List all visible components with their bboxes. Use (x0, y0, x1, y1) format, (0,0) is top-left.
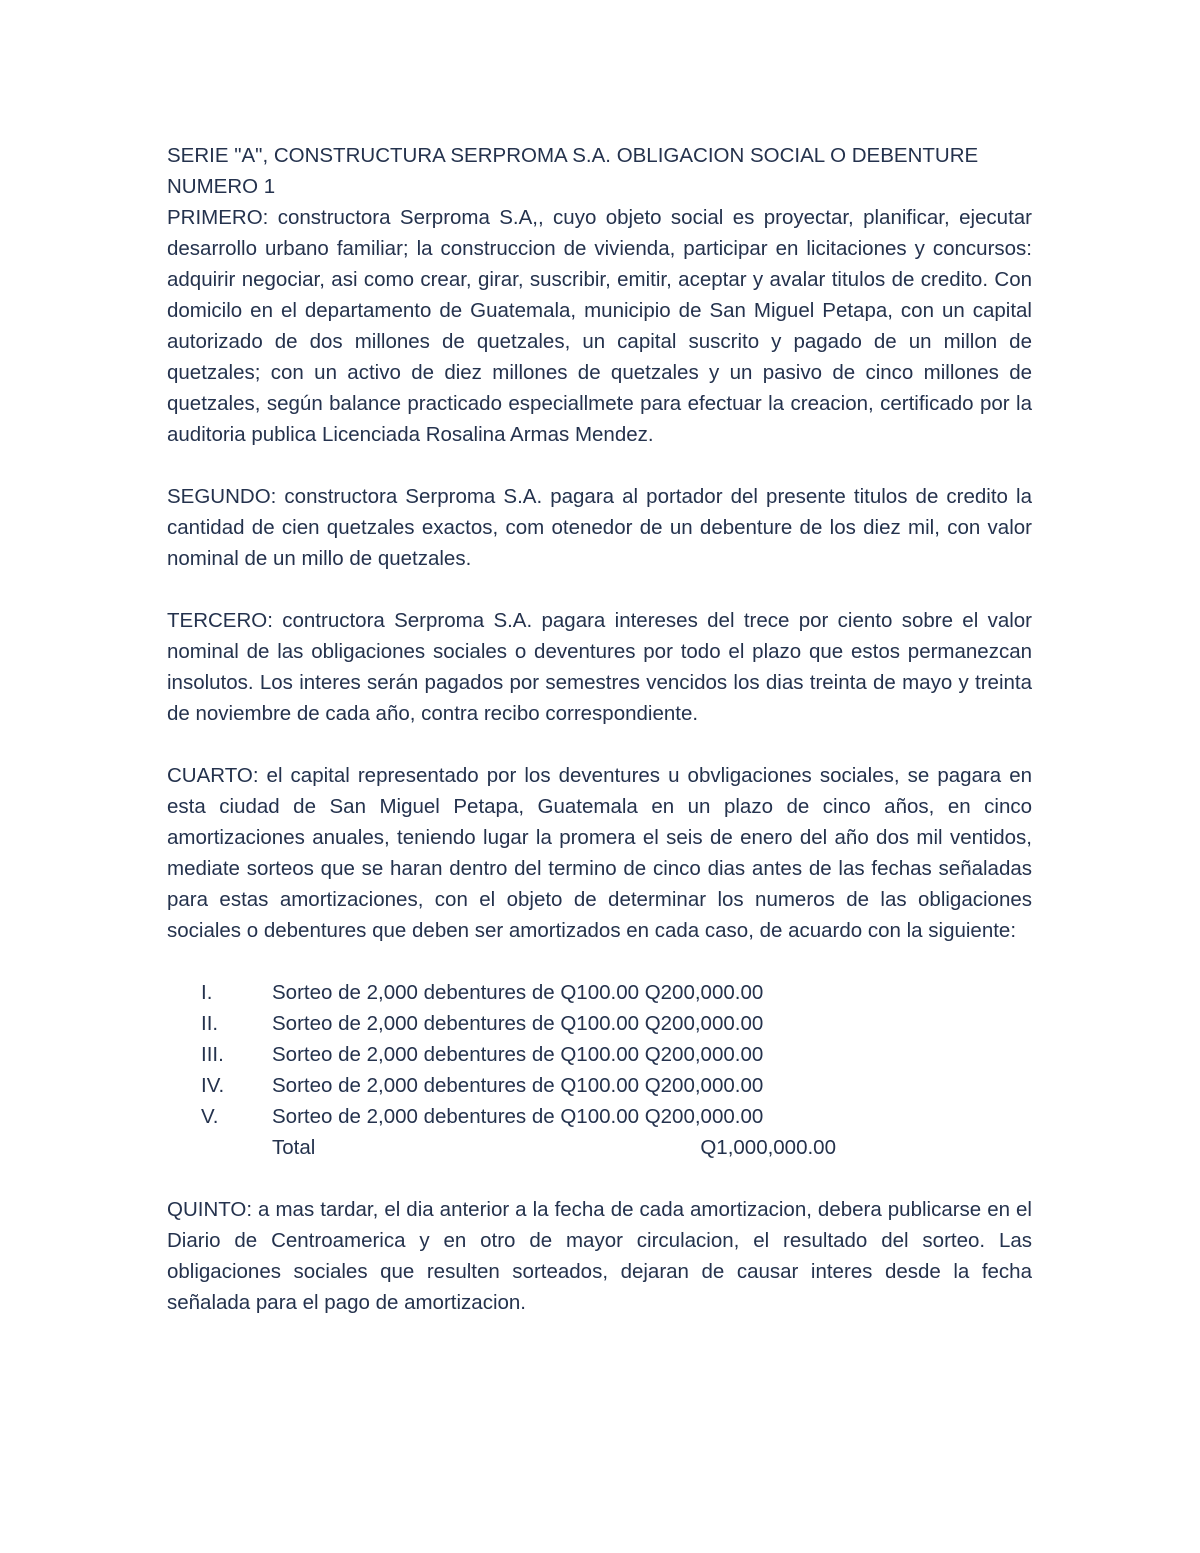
amortization-row (167, 1070, 1032, 1101)
clause-segundo: SEGUNDO: constructora Serproma S.A. pagara al portador del presente titulos de credito la cantidad de cien quetzales exactos, com otenedor de un debenture de los diez mil, con valor nominal de un millo de quetzales. (167, 485, 1032, 570)
clause-primero: PRIMERO: constructora Serproma S.A,, cuyo objeto social es proyectar, planificar, ejecutar desarrollo urbano familiar; la construccion de vivienda, participar en licitaciones y concursos: adquirir negociar, asi como crear, girar, suscribir, emitir, aceptar y avalar titulos de credito. Con domicilo en el departamento de Guatemala, municipio de San Miguel Petapa, con un capital autorizado de dos millones de quetzales, un capital suscrito y pagado de un millon de quetzales; con un activo de diez millones de quetzales y un pasivo de cinco millones de quetzales, según balance practicado especiallmete para efectuar la creacion, certificado por la auditoria publica Licenciada Rosalina Armas Mendez. (167, 206, 1032, 446)
amortization-text: Sorteo de 2,000 debentures de Q100.00 Q200,000.00 (272, 1043, 764, 1066)
clause-quinto: QUINTO: a mas tardar, el dia anterior a la fecha de cada amortizacion, debera publicarse en el Diario de Centroamerica y en otro de mayor circulacion, el resultado del sorteo. Las obligaciones sociales que resulten sorteados, dejaran de causar interes desde la fecha señalada para el pago de amortizacion. (167, 1198, 1032, 1314)
amortization-text: Sorteo de 2,000 debentures de Q100.00 Q200,000.00 (272, 1074, 764, 1097)
amortization-number: IV. (201, 1074, 225, 1097)
amortization-text: Sorteo de 2,000 debentures de Q100.00 Q200,000.00 (272, 981, 764, 1004)
amortization-text: Sorteo de 2,000 debentures de Q100.00 Q200,000.00 (272, 1012, 764, 1035)
amortization-row (167, 1008, 1032, 1039)
total-value: Q1,000,000.00 (700, 1136, 836, 1159)
amortization-number: I. (201, 981, 213, 1004)
amortization-row (167, 1039, 1032, 1070)
amortization-total-row (167, 1132, 1032, 1163)
amortization-row (167, 1101, 1032, 1132)
document-page (167, 140, 1032, 1349)
amortization-number: V. (201, 1105, 219, 1128)
clause-tercero: TERCERO: contructora Serproma S.A. pagara intereses del trece por ciento sobre el valor nominal de las obligaciones sociales o deventures por todo el plazo que estos permanezcan insolutos. Los interes serán pagados por semestres vencidos los dias treinta de mayo y treinta de noviembre de cada año, contra recibo correspondiente. (167, 609, 1032, 725)
amortization-number: II. (201, 1012, 219, 1035)
clause-cuarto: CUARTO: el capital representado por los deventures u obvligaciones sociales, se pagara en esta ciudad de San Miguel Petapa, Guatemala en un plazo de cinco años, en cinco amortizaciones anuales, teniendo lugar la promera el seis de enero del año dos mil ventidos, mediate sorteos que se haran dentro del termino de cinco dias antes de las fechas señaladas para estas amortizaciones, con el objeto de determinar los numeros de las obligaciones sociales o debentures que deben ser amortizados en cada caso, de acuardo con la siguiente: (167, 764, 1032, 942)
amortization-text: Sorteo de 2,000 debentures de Q100.00 Q200,000.00 (272, 1105, 764, 1128)
document-title: SERIE "A", CONSTRUCTURA SERPROMA S.A. OBLIGACION SOCIAL O DEBENTURE NUMERO 1 (167, 144, 979, 198)
amortization-row (167, 977, 1032, 1008)
amortization-number: III. (201, 1043, 224, 1066)
total-label: Total (272, 1136, 316, 1159)
amortization-list (167, 977, 1032, 1163)
